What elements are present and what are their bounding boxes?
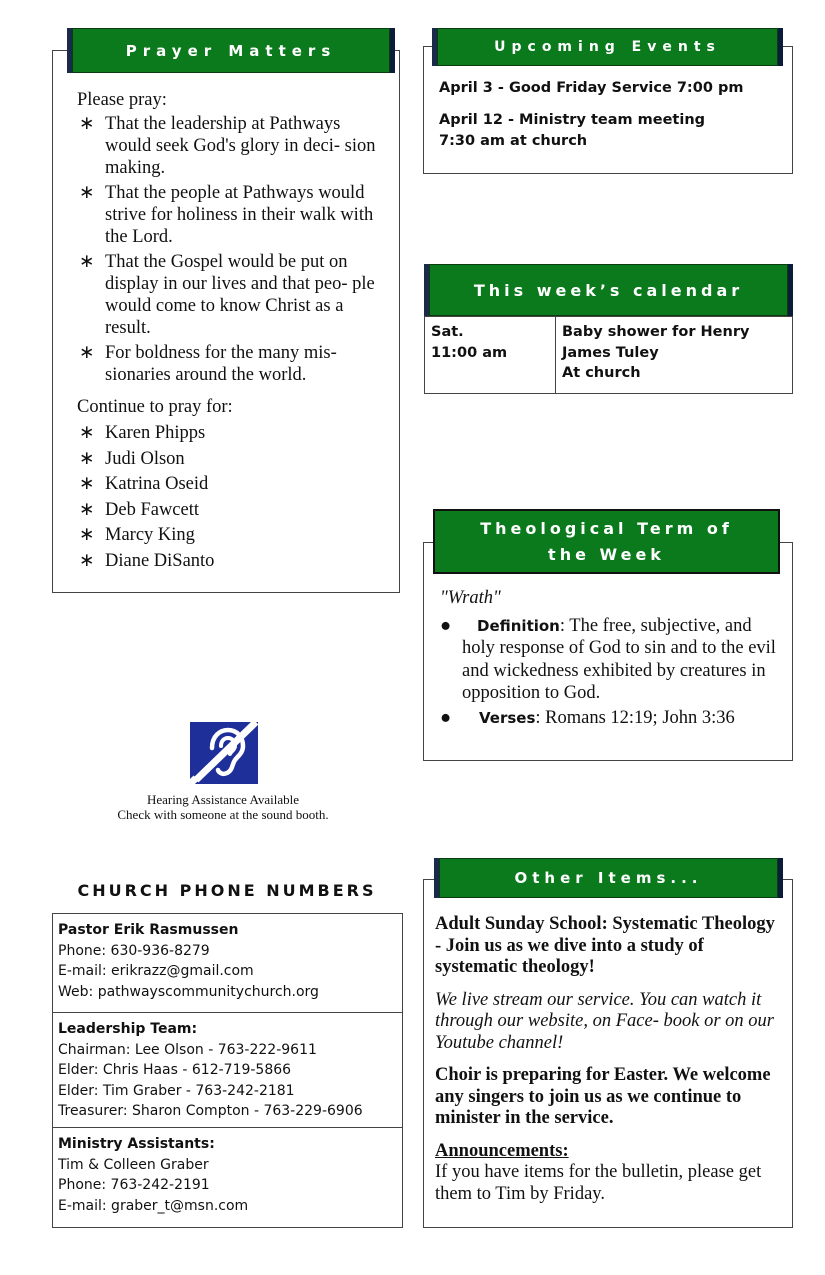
event-item: April 3 - Good Friday Service 7:00 pm: [439, 80, 744, 96]
list-item: ∗ Deb Fawcett: [77, 498, 387, 524]
announcements-heading: Announcements:: [435, 1140, 569, 1161]
list-item: ∗ Marcy King: [77, 523, 387, 549]
hearing-line-1: Hearing Assistance Available: [146, 792, 300, 807]
prayer-title: Prayer Matters: [125, 41, 337, 60]
events-banner: [437, 28, 778, 66]
term-definition: [440, 615, 776, 705]
calendar-day: Sat.: [431, 324, 464, 340]
leadership-line: Elder: Tim Graber - 763-242-2181: [58, 1082, 295, 1099]
leadership-section: [53, 1013, 402, 1128]
ministry-line: E-mail: graber_t@msn.com: [58, 1197, 249, 1214]
phones-box: [52, 913, 403, 1228]
leadership-heading: Leadership Team:: [58, 1021, 198, 1037]
other-title: Other Items...: [514, 869, 703, 887]
sunday-school-text: Adult Sunday School: Systematic Theology - Join us as we dive into a study of systematic theology!: [435, 914, 775, 977]
prayer-continue: Continue to pray for:: [77, 397, 233, 417]
calendar-event-line: James Tuley: [562, 344, 659, 361]
ministry-line: Tim & Colleen Graber: [58, 1156, 209, 1173]
livestream-text: We live stream our service. You can watch it through our website, on Face- book or on our Youtube channel!: [435, 989, 774, 1053]
term-verses: [440, 707, 776, 730]
pastor-phone: Phone: 630-936-8279: [58, 942, 210, 959]
prayer-banner: [72, 28, 390, 73]
list-item: ∗ Judi Olson: [77, 447, 387, 473]
pastor-email: E-mail: erikrazz@gmail.com: [58, 963, 254, 979]
pastor-web: Web: pathwayscommunitychurch.org: [58, 983, 319, 1000]
prayer-intro: Please pray:: [77, 90, 167, 110]
prayer-names: [77, 421, 387, 574]
ministry-heading: Ministry Assistants:: [58, 1136, 215, 1152]
leadership-line: Elder: Chris Haas - 612-719-5866: [58, 1062, 292, 1078]
list-item: ∗ Katrina Oseid: [77, 472, 387, 498]
calendar-title: This week’s calendar: [473, 280, 744, 300]
leadership-line: Chairman: Lee Olson - 763-222-9611: [58, 1041, 317, 1058]
verses-label: Verses: [479, 708, 536, 727]
list-item: ∗ That the leadership at Pathways would seek God's glory in deci- sion making.: [77, 113, 387, 179]
other-banner: [439, 858, 778, 898]
list-item: ∗ For boldness for the many mis- sionaries around the world.: [77, 342, 387, 386]
choir-text: Choir is preparing for Easter. We welcome any singers to join us as we continue to minister in the service.: [435, 1065, 771, 1128]
list-item: ∗ That the Gospel would be put on display in our lives and that peo- ple would come to know Christ as a result.: [77, 251, 387, 339]
calendar-divider: [555, 317, 556, 393]
term-content: [440, 587, 776, 729]
term-banner: [433, 509, 780, 574]
pastor-section: [53, 914, 402, 1013]
other-content: [435, 914, 781, 1205]
list-item: ∗ Karen Phipps: [77, 421, 387, 447]
phones-title: CHURCH PHONE NUMBERS: [77, 881, 377, 900]
calendar-table: [424, 316, 793, 394]
bullet-icon: ●: [440, 707, 452, 728]
leadership-line: Treasurer: Sharon Compton - 763-229-6906: [58, 1103, 363, 1119]
definition-text: : The free, subjective, and holy response of God to sin and to the evil and wickedness exhibited by creatures in opposition to God.: [462, 615, 776, 703]
list-item: ∗ That the people at Pathways would strive for holiness in their walk with the Lord.: [77, 182, 387, 248]
definition-label: Definition: [477, 616, 560, 635]
prayer-list: [77, 113, 387, 386]
calendar-time: 11:00 am: [431, 345, 508, 361]
calendar-event-cell: [562, 322, 749, 384]
events-content: [439, 78, 784, 152]
announcements-text: If you have items for the bulletin, please get them to Tim by Friday.: [435, 1162, 762, 1204]
hearing-line-2: Check with someone at the sound booth.: [117, 807, 329, 822]
calendar-event-line: Baby shower for Henry: [562, 324, 750, 340]
prayer-content: [77, 89, 387, 574]
calendar-banner: [429, 264, 788, 316]
pastor-name: Pastor Erik Rasmussen: [58, 922, 239, 938]
hearing-assistance-icon: [190, 722, 258, 784]
event-item: 7:30 am at church: [439, 133, 588, 149]
calendar-date-cell: [431, 322, 507, 364]
ministry-section: [53, 1128, 402, 1222]
term-word: "Wrath": [440, 588, 501, 608]
events-title: Upcoming Events: [494, 39, 721, 55]
bullet-icon: ●: [440, 615, 452, 636]
hearing-caption: [52, 792, 394, 822]
calendar-event-line: At church: [562, 365, 641, 381]
event-item: April 12 - Ministry team meeting: [439, 112, 706, 128]
list-item: ∗ Diane DiSanto: [77, 549, 387, 575]
verses-text: : Romans 12:19; John 3:36: [535, 707, 735, 728]
term-title-line-2: the Week: [548, 544, 665, 564]
ministry-line: Phone: 763-242-2191: [58, 1177, 210, 1193]
term-title-line-1: Theological Term of: [480, 518, 733, 538]
